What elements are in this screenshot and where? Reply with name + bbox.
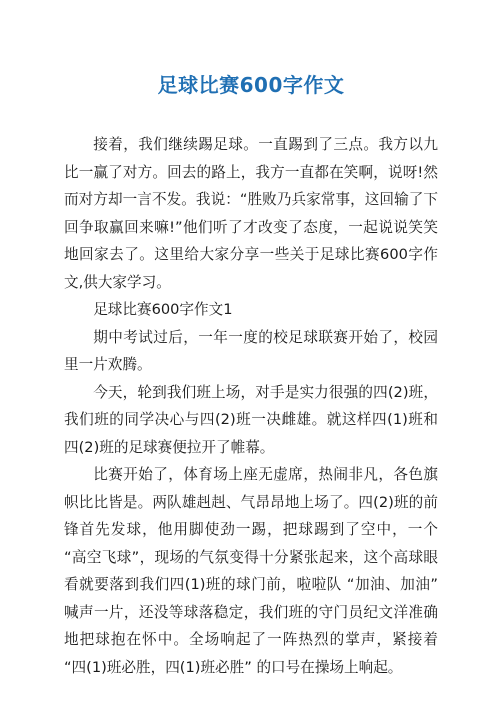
section-heading: 足球比赛600字作文1 <box>93 301 233 318</box>
paragraph-3: 比赛开始了，体育场上座无虚席，热闹非凡，各色旗帜比比皆是。两队雄赳赳、气昂昂地上场了。四(2)班的前锋首先发球，他用脚使劲一踢，把球踢到了空中，一个 “高空飞球”，现场的气氛变得十分紧张起来，这个高球眼看就要落到我们四(1)班的球门前，啦啦队 “加油、加油” 喊声一片，还没等球落稳定，我们班的守门员纪文洋准确地把球抱在怀中。全场响起了一阵热烈的掌声，紧接着 “四(1)班必胜，四(1)班必胜” 的口号在操场上响起。 <box>64 466 438 676</box>
paragraph-intro: 接着，我们继续踢足球。一直踢到了三点。我方以九比一赢了对方。回去的路上，我方一直都在笑啊，说呀!然而对方却一言不发。我说：“胜败乃兵家常事，这回输了下回争取赢回来嘛!”他们听了才改变了态度，一起说说笑笑地回家去了。这里给大家分享一些关于足球比赛600字作文,供大家学习。 <box>64 136 438 291</box>
paragraph-2: 今天，轮到我们班上场，对手是实力很强的四(2)班，我们班的同学决心与四(2)班一决雌雄。就这样四(1)班和四(2)班的足球赛便拉开了帷幕。 <box>64 383 438 456</box>
paragraph-1: 期中考试过后，一年一度的校足球联赛开始了，校园里一片欢腾。 <box>64 328 438 373</box>
document-body <box>64 131 438 681</box>
document-title: 足球比赛600字作文 <box>157 73 345 97</box>
